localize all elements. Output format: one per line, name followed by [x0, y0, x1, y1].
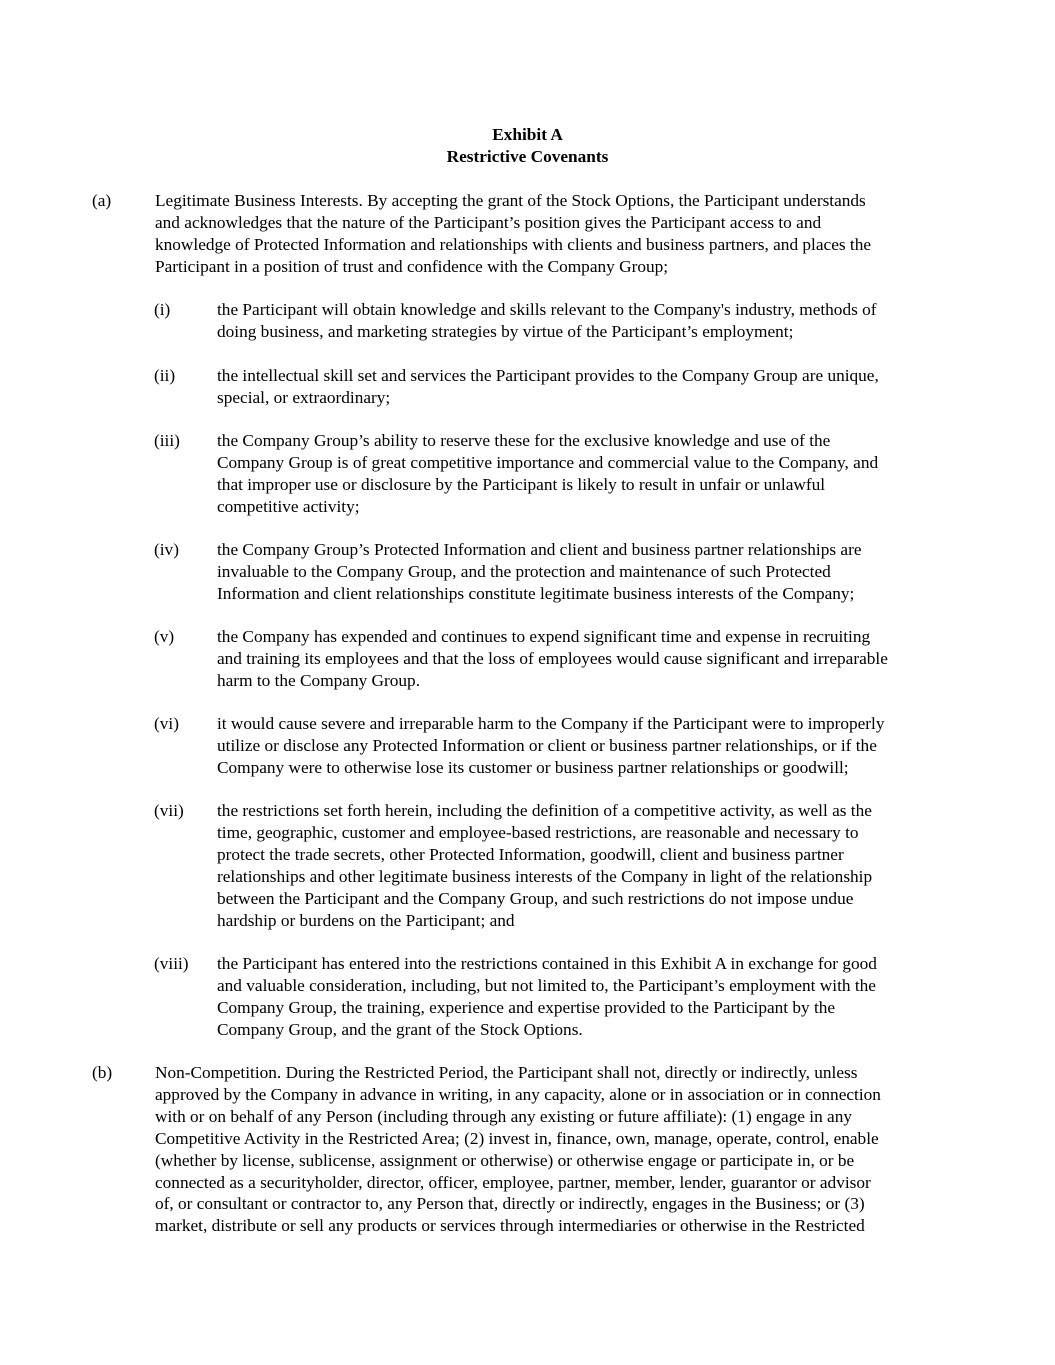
subsection-text	[217, 626, 967, 692]
text-line: the Company Group’s Protected Information and client and business partner relationships are	[217, 540, 862, 559]
text-line: it would cause severe and irreparable harm to the Company if the Participant were to improperly	[217, 714, 885, 733]
text-line: protect the trade secrets, other Protected Information, goodwill, client and business partner	[217, 844, 844, 864]
exhibit-subtitle: Restrictive Covenants	[446, 147, 609, 166]
text-line: and acknowledges that the nature of the Participant’s position gives the Participant access to and	[155, 212, 822, 232]
subsection-text	[217, 713, 967, 779]
subsection-label: (vi)	[154, 714, 179, 733]
text-line: the restrictions set forth herein, including the definition of a competitive activity, as well as the	[217, 801, 872, 820]
text-line: Company were to otherwise lose its customer or business partner relationships or goodwill;	[217, 757, 849, 777]
subsection-label: (iii)	[154, 431, 180, 450]
text-line: approved by the Company in advance in writing, in any capacity, alone or in association or in connection	[155, 1084, 881, 1104]
text-line: connected as a securityholder, director, officer, employee, partner, member, lender, guarantor or advisor	[155, 1172, 871, 1192]
text-line: the Company Group’s ability to reserve these for the exclusive knowledge and use of the	[217, 431, 831, 450]
text-line: harm to the Company Group.	[217, 670, 421, 690]
subsection-text	[217, 800, 967, 931]
text-line: Competitive Activity in the Restricted Area; (2) invest in, finance, own, manage, operate, control, enable	[155, 1128, 879, 1148]
text-line: the Participant will obtain knowledge and skills relevant to the Company's industry, methods of	[217, 300, 877, 319]
subsection-text	[217, 953, 967, 1041]
section-label: (a)	[92, 191, 112, 210]
text-line: Company Group is of great competitive importance and commercial value to the Company, and	[217, 452, 879, 472]
text-line: and valuable consideration, including, but not limited to, the Participant’s employment with the	[217, 975, 876, 995]
text-line: (whether by license, sublicense, assignment or otherwise) or otherwise engage or participate in, or be	[155, 1150, 855, 1170]
text-line: knowledge of Protected Information and relationships with clients and business partners, and places the	[155, 234, 872, 254]
text-line: the intellectual skill set and services the Participant provides to the Company Group are unique,	[217, 366, 879, 385]
text-line: between the Participant and the Company Group, and such restrictions do not impose undue	[217, 888, 854, 908]
text-line: Non-Competition. During the Restricted Period, the Participant shall not, directly or indirectly, unless	[155, 1063, 858, 1082]
exhibit-title: Exhibit A	[492, 125, 563, 144]
text-line: relationships and other legitimate business interests of the Company in light of the relationship	[217, 866, 873, 886]
text-line: competitive activity;	[217, 496, 360, 516]
text-line: the Company has expended and continues to expend significant time and expense in recruiting	[217, 627, 871, 646]
text-line: the Participant has entered into the restrictions contained in this Exhibit A in exchange for good	[217, 954, 877, 973]
text-line: that improper use or disclosure by the Participant is likely to result in unfair or unlawful	[217, 474, 826, 494]
text-line: invaluable to the Company Group, and the protection and maintenance of such Protected	[217, 561, 831, 581]
subsection-text	[217, 430, 967, 518]
text-line: and training its employees and that the loss of employees would cause significant and irreparable	[217, 648, 888, 668]
subsection-text	[217, 365, 967, 409]
text-line: utilize or disclose any Protected Information or client or business partner relationships, or if the	[217, 735, 877, 755]
text-line: Information and client relationships constitute legitimate business interests of the Company;	[217, 583, 855, 603]
text-line: market, distribute or sell any products or services through intermediaries or otherwise in the Restricted	[155, 1216, 865, 1236]
subsection-label: (viii)	[154, 954, 189, 973]
subsection-label: (v)	[154, 627, 175, 646]
subsection-label: (vii)	[154, 801, 184, 820]
text-line: Company Group, the training, experience and expertise provided to the Participant by the	[217, 997, 836, 1017]
text-line: Legitimate Business Interests. By accepting the grant of the Stock Options, the Participant understands	[155, 191, 866, 210]
subsection-label: (ii)	[154, 366, 176, 385]
text-line: time, geographic, customer and employee-based restrictions, are reasonable and necessary to	[217, 822, 859, 842]
section-label: (b)	[92, 1063, 113, 1082]
text-line: of, or consultant or contractor to, any Person that, directly or indirectly, engages in the Business; or (3)	[155, 1194, 865, 1214]
text-line: hardship or burdens on the Participant; and	[217, 910, 515, 930]
subsection-label: (iv)	[154, 540, 179, 559]
section-text	[155, 190, 955, 278]
subsection-label: (i)	[154, 300, 171, 319]
subsection-text	[217, 539, 967, 605]
text-line: special, or extraordinary;	[217, 387, 391, 407]
section-text	[155, 1062, 955, 1237]
subsection-text	[217, 299, 967, 343]
text-line: with or on behalf of any Person (including through any existing or future affiliate): (1) engage in any	[155, 1106, 852, 1126]
text-line: Company Group, and the grant of the Stock Options.	[217, 1019, 583, 1039]
text-line: Participant in a position of trust and confidence with the Company Group;	[155, 256, 669, 276]
text-line: doing business, and marketing strategies by virtue of the Participant’s employment;	[217, 321, 794, 341]
